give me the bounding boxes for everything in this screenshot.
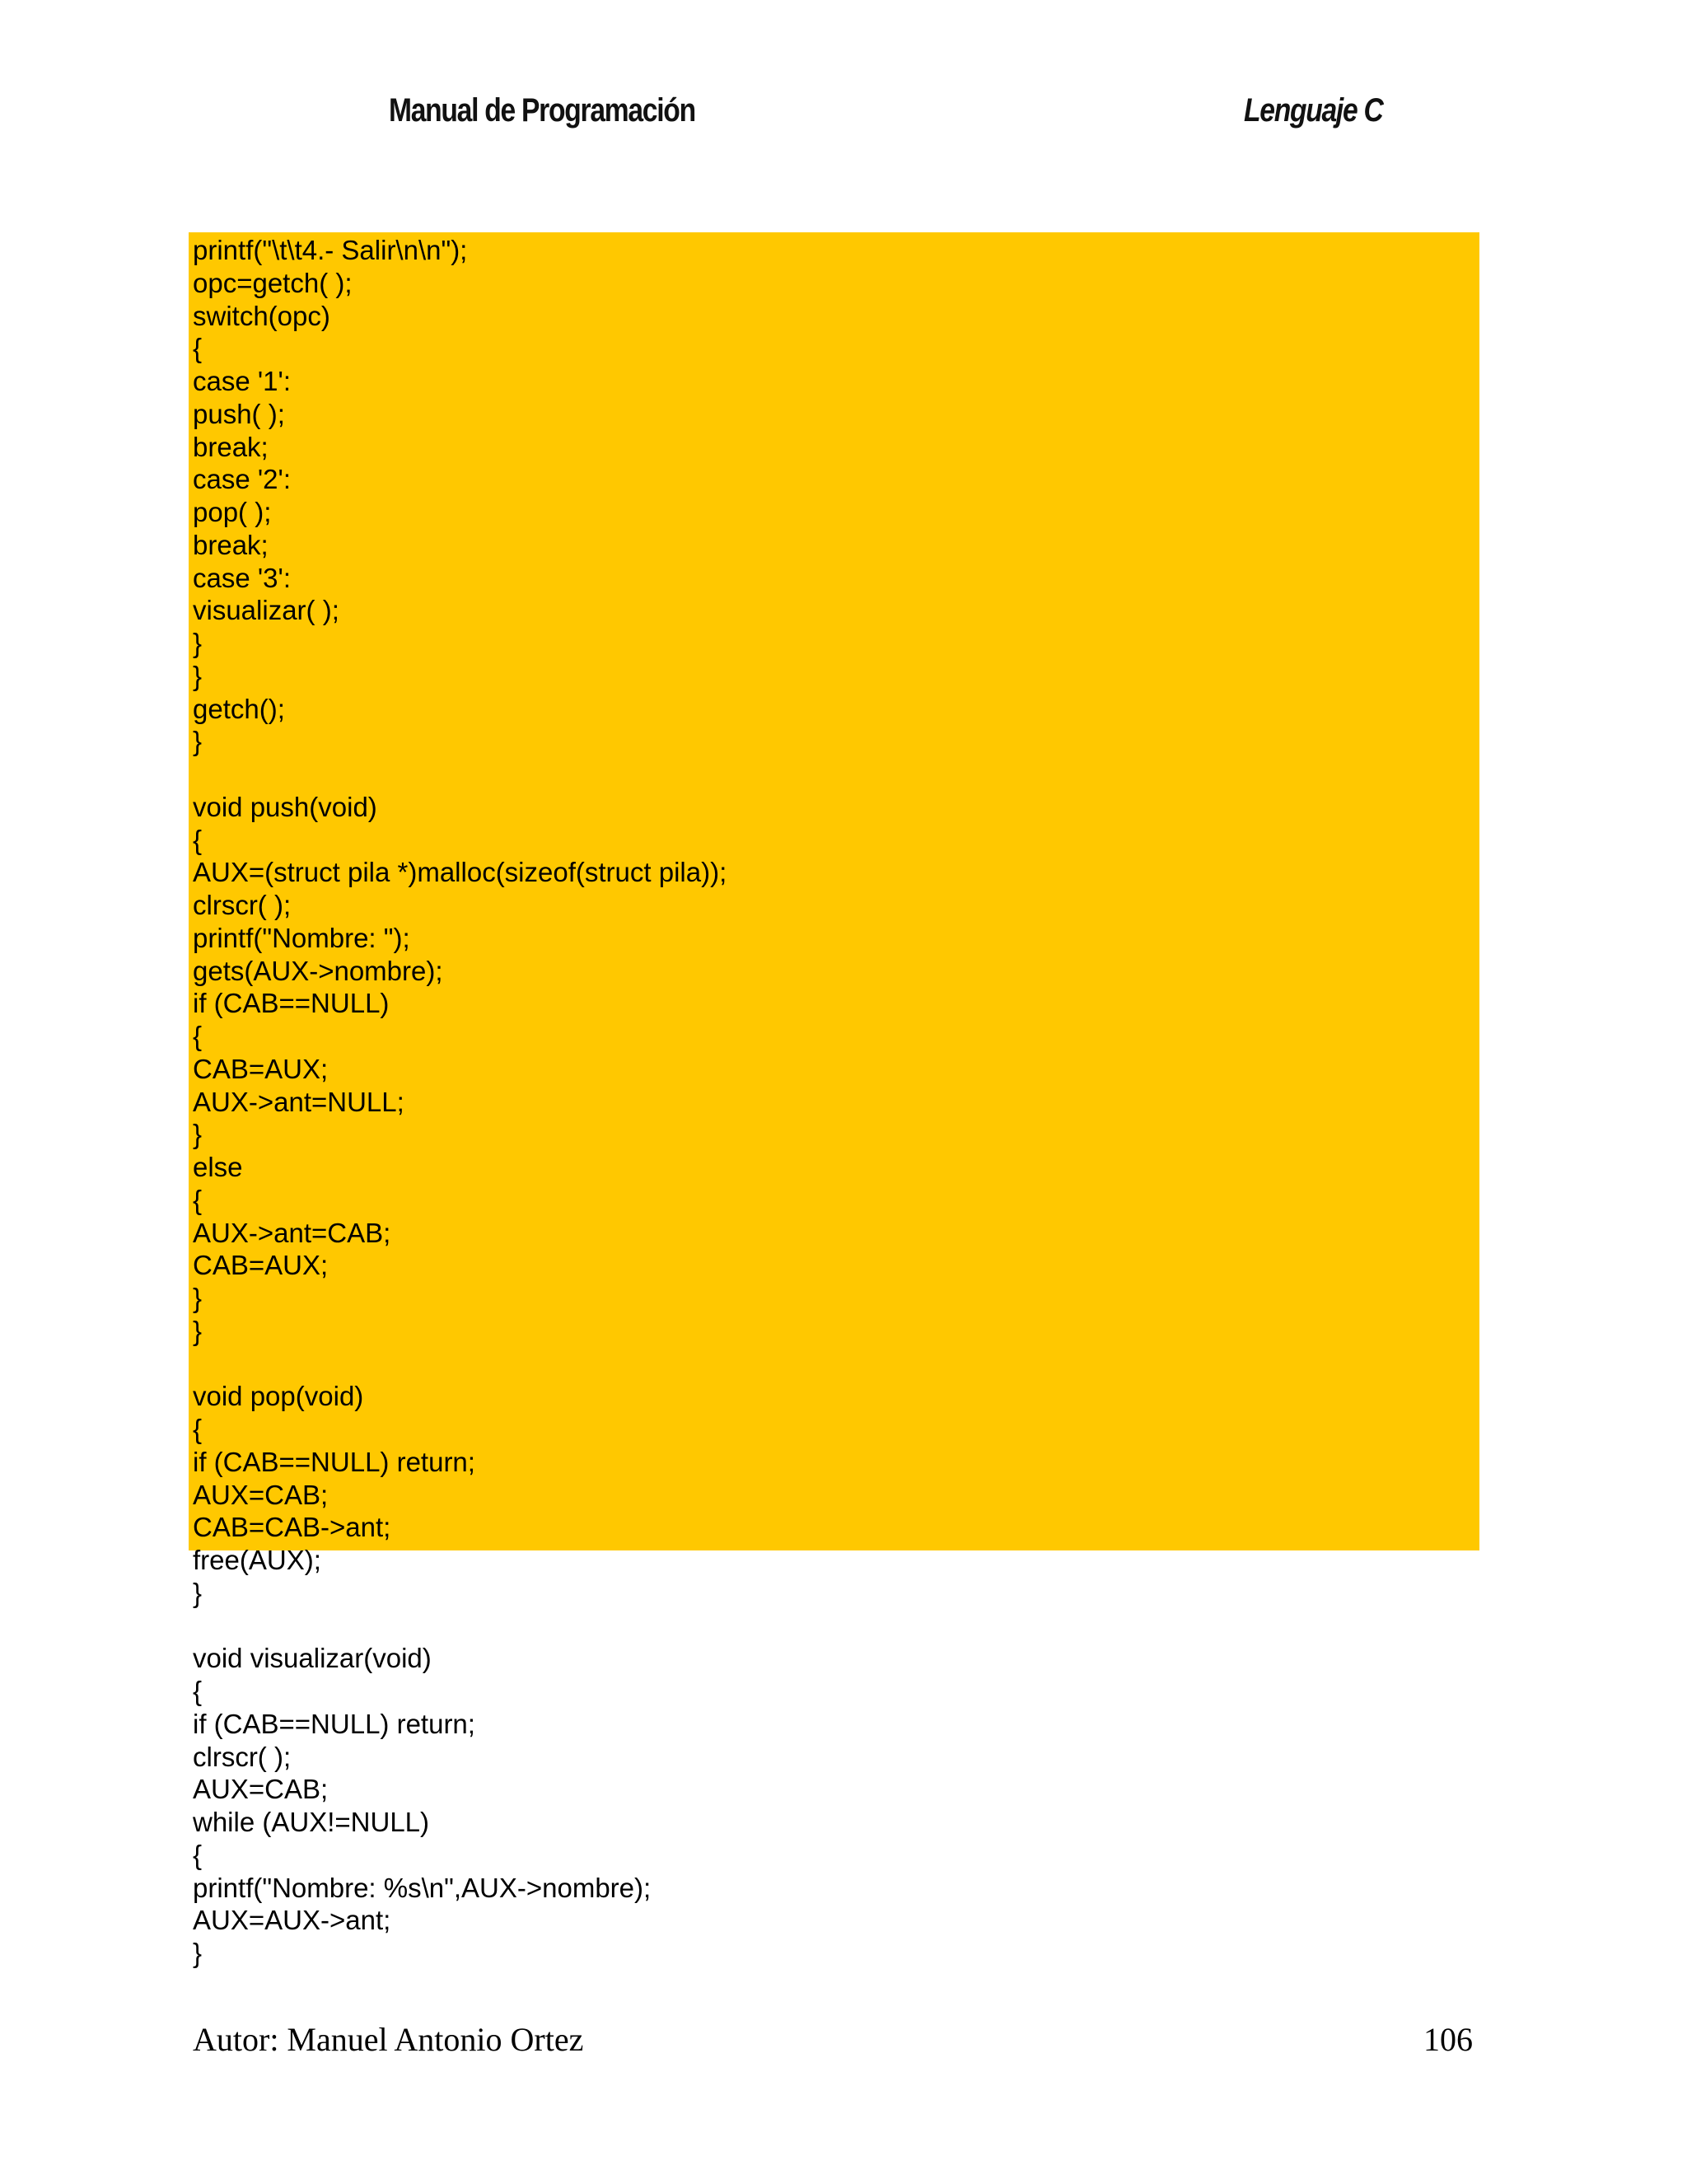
code-line: void push(void) (193, 791, 377, 822)
code-line: printf("Nombre: "); (193, 922, 410, 953)
code-line: case '3': (193, 562, 291, 593)
code-line: AUX=CAB; (193, 1774, 329, 1805)
code-line: CAB=CAB->ant; (193, 1512, 391, 1543)
code-line: } (193, 628, 203, 658)
code-line: AUX=(struct pila *)malloc(sizeof(struct pila)); (193, 857, 727, 888)
code-line: free(AUX); (193, 1545, 321, 1575)
code-line (193, 1610, 727, 1643)
code-line: } (193, 660, 203, 691)
code-line: getch(); (193, 693, 285, 724)
code-line: { (193, 1676, 203, 1706)
code-line: pop( ); (193, 497, 272, 527)
code-line: clrscr( ); (193, 1741, 292, 1772)
code-line: { (193, 1184, 203, 1215)
code-line: break; (193, 529, 269, 560)
code-line: } (193, 1577, 203, 1608)
code-line: AUX->ant=NULL; (193, 1086, 404, 1117)
code-line: opc=getch( ); (193, 267, 353, 298)
page-number: 106 (1423, 2021, 1473, 2058)
code-line: AUX=CAB; (193, 1479, 329, 1510)
code-listing (193, 234, 727, 1970)
code-line: } (193, 1119, 203, 1150)
code-line: else (193, 1152, 243, 1182)
code-line: { (193, 824, 203, 855)
code-line: { (193, 1414, 203, 1444)
code-line: clrscr( ); (193, 890, 292, 920)
code-line: { (193, 1021, 203, 1051)
code-line: switch(opc) (193, 300, 330, 331)
code-line: } (193, 1283, 203, 1313)
code-line: gets(AUX->nombre); (193, 955, 443, 986)
code-line: if (CAB==NULL) return; (193, 1446, 475, 1477)
code-line: case '2': (193, 464, 291, 495)
code-line: CAB=AUX; (193, 1053, 329, 1084)
code-line: AUX->ant=CAB; (193, 1217, 391, 1248)
code-line: if (CAB==NULL) return; (193, 1708, 475, 1739)
code-line: AUX=AUX->ant; (193, 1905, 391, 1936)
code-line: void visualizar(void) (193, 1643, 432, 1674)
code-line: } (193, 1938, 203, 1968)
code-line: push( ); (193, 398, 285, 429)
code-line: } (193, 726, 203, 757)
code-line: printf("Nombre: %s\n",AUX->nombre); (193, 1872, 652, 1903)
code-line: { (193, 1839, 203, 1870)
code-line: void pop(void) (193, 1381, 364, 1412)
code-line: { (193, 333, 203, 364)
code-line: if (CAB==NULL) (193, 988, 390, 1019)
footer-author: Autor: Manuel Antonio Ortez (193, 2021, 584, 2058)
code-line: case '1': (193, 366, 291, 396)
code-line: while (AUX!=NULL) (193, 1807, 430, 1837)
code-line: visualizar( ); (193, 595, 339, 626)
code-line: printf("\t\t4.- Salir\n\n"); (193, 235, 468, 265)
code-line (193, 758, 727, 791)
header-title: Manual de Programación (389, 92, 695, 129)
code-line: break; (193, 431, 269, 462)
code-line: } (193, 1315, 203, 1346)
code-line (193, 1348, 727, 1381)
header-subject: Lenguaje C (1244, 92, 1383, 129)
code-line: CAB=AUX; (193, 1250, 329, 1281)
